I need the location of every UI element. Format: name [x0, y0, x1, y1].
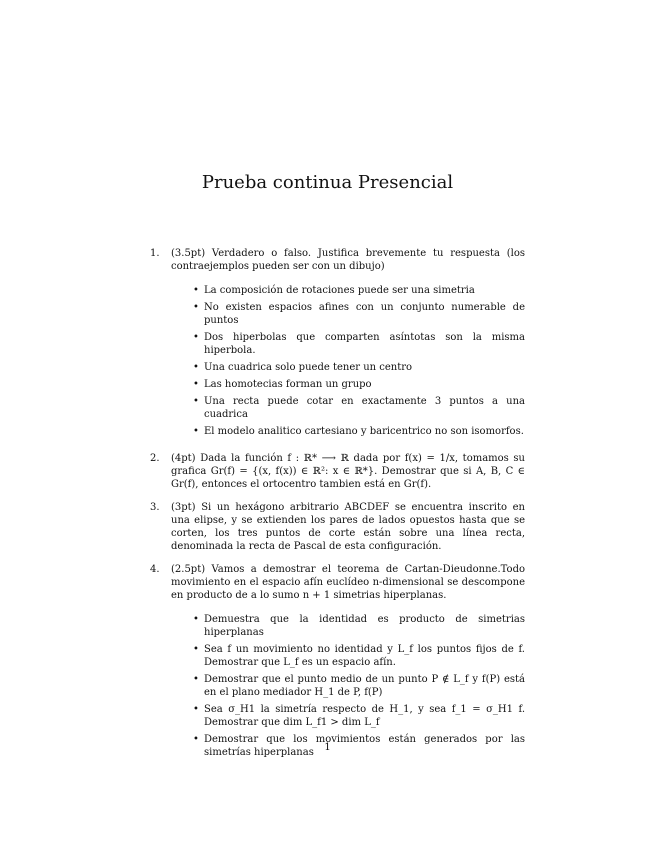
statement-list: [171, 284, 525, 438]
list-item: • Una recta puede cotar en exactamente 3 puntos a una cuadrica: [193, 395, 525, 421]
question-number: 2.: [150, 453, 160, 464]
list-item: • Una cuadrica solo puede tener un centro: [193, 361, 525, 374]
question-number: 3.: [150, 502, 160, 513]
question-number: 1.: [150, 248, 160, 259]
step-list: [171, 613, 525, 759]
question-text: (3pt) Si un hexágono arbitrario ABCDEF se encuentra inscrito en una elipse, y se extienden los pares de lados opuestos hasta que se corten, los tres puntos de corte están sobre una línea recta, denominada la recta de Pascal de esta configuración.: [171, 502, 525, 552]
question-text: (2.5pt) Vamos a demostrar el teorema de Cartan-Dieudonne.Todo movimiento en el espacio afín euclídeo n-dimensional se descompone en producto de a lo sumo n + 1 simetrias hiperplanas.: [171, 564, 525, 601]
question-text: (4pt) Dada la función f : ℝ* ⟶ ℝ dada por f(x) = 1/x, tomamos su grafica Gr(f) = {(x, f(x)) ∈ ℝ²: x ∈ ℝ*}. Demostrar que si A, B, C ∈ Gr(f), entonces el ortocentro tambien está en Gr(f).: [171, 453, 525, 490]
question-3: [150, 501, 525, 553]
list-item: • Sea f un movimiento no identidad y L_f los puntos fijos de f. Demostrar que L_f es un espacio afín.: [193, 643, 525, 669]
list-item: • Demuestra que la identidad es producto de simetrias hiperplanas: [193, 613, 525, 639]
question-number: 4.: [150, 564, 160, 575]
question-text: (3.5pt) Verdadero o falso. Justifica brevemente tu respuesta (los contraejemplos pueden ser con un dibujo): [171, 248, 525, 272]
list-item: • La composición de rotaciones puede ser una simetria: [193, 284, 525, 297]
list-item: • Sea σ_H1 la simetría respecto de H_1, y sea f_1 = σ_H1 f. Demostrar que dim L_f1 > dim L_f: [193, 703, 525, 729]
list-item: • Las homotecias forman un grupo: [193, 378, 525, 391]
question-2: [150, 452, 525, 491]
list-item: • Demostrar que los movimientos están generados por las simetrías hiperplanas: [193, 733, 525, 759]
list-item: • Demostrar que el punto medio de un punto P ∉ L_f y f(P) está en el plano mediador H_1 de P, f(P): [193, 673, 525, 699]
question-list: [150, 247, 525, 763]
page-title: Prueba continua Presencial: [201, 172, 454, 193]
list-item: • Dos hiperbolas que comparten asíntotas son la misma hiperbola.: [193, 331, 525, 357]
list-item: • No existen espacios afines con un conjunto numerable de puntos: [193, 301, 525, 327]
list-item: • El modelo analitico cartesiano y baricentrico no son isomorfos.: [193, 425, 525, 438]
question-4: [150, 563, 525, 759]
question-1: [150, 247, 525, 438]
page-number: 1: [324, 742, 331, 753]
